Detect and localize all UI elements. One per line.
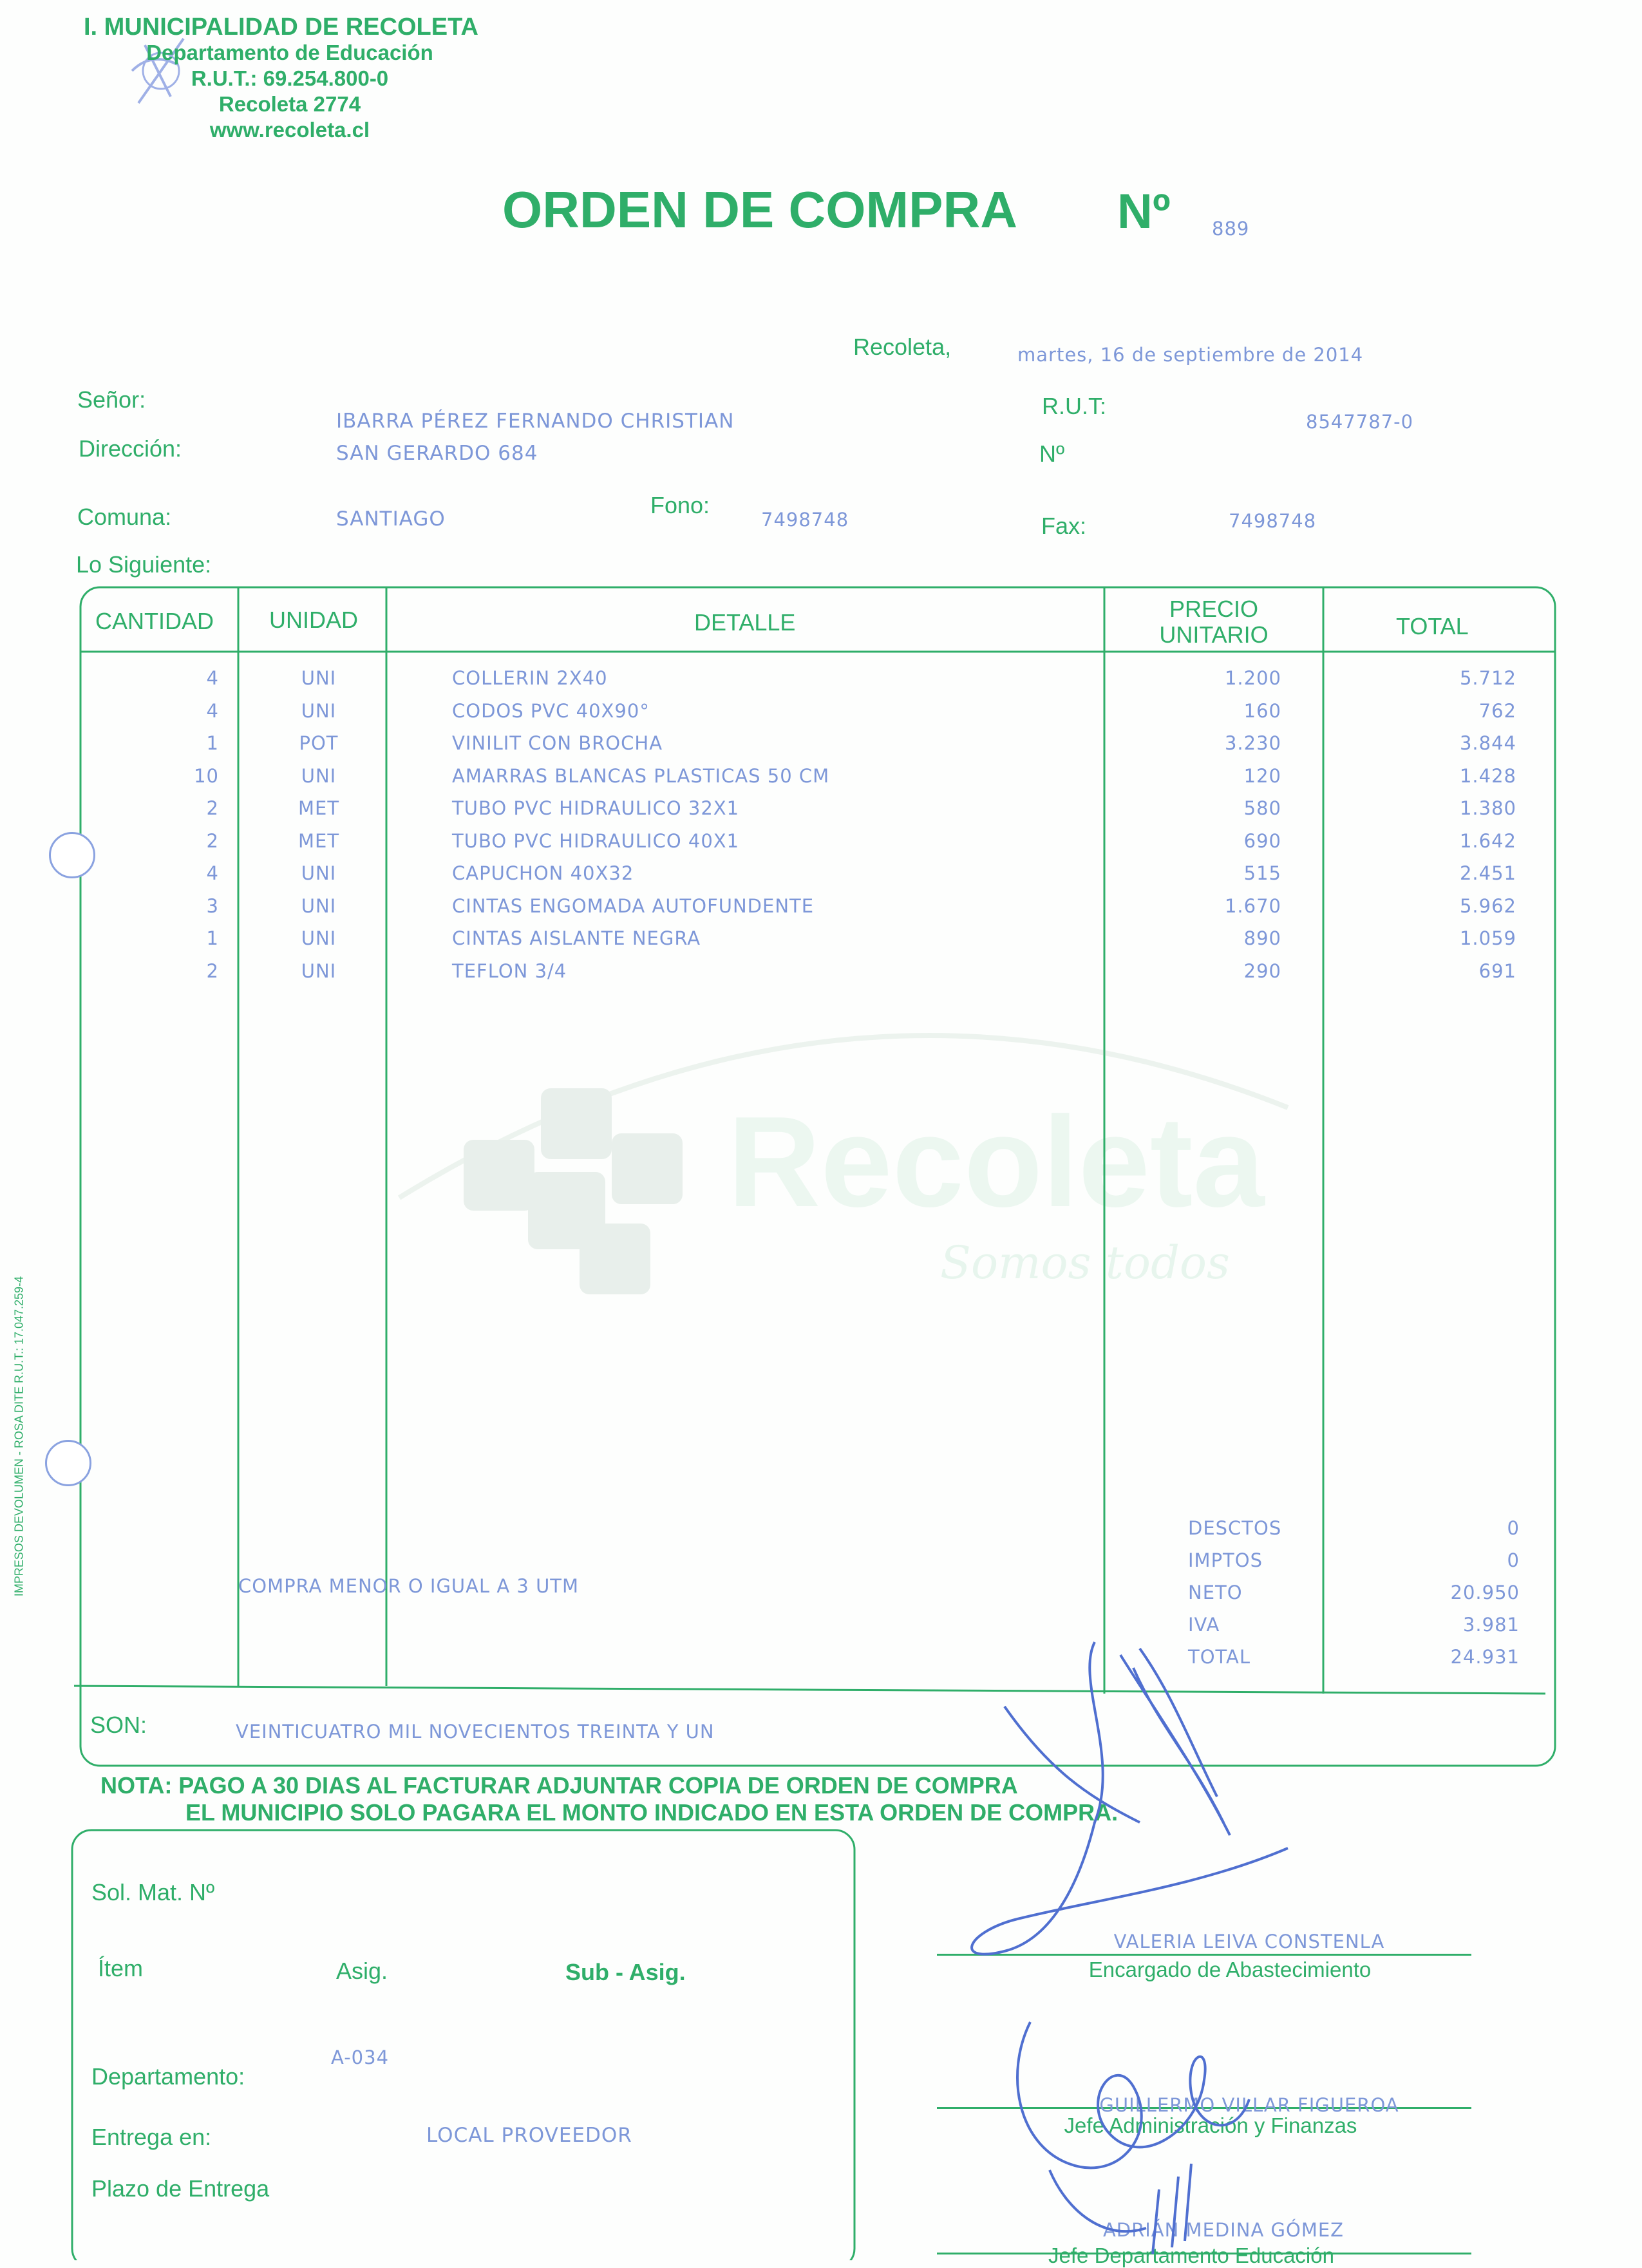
row-total: 1.642 [1459, 829, 1516, 852]
supplier-name: IBARRA PÉREZ FERNANDO CHRISTIAN [336, 410, 735, 433]
payment-note-line1: NOTA: PAGO A 30 DIAS AL FACTURAR ADJUNTAR COPIA DE ORDEN DE COMPRA [100, 1772, 1018, 1799]
row-precio-unitario: 690 [1243, 829, 1281, 852]
summary-value: 0 [1507, 1517, 1520, 1539]
row-detalle: TUBO PVC HIDRAULICO 32X1 [452, 797, 740, 819]
purchase-note: COMPRA MENOR O IGUAL A 3 UTM [238, 1575, 580, 1597]
row-precio-unitario: 580 [1243, 797, 1281, 819]
summary-label: TOTAL [1188, 1646, 1250, 1668]
supplier-rut: 8547787-0 [1306, 411, 1414, 433]
handwritten-signature-1 [927, 1629, 1314, 1990]
summary-label: IVA [1188, 1614, 1220, 1636]
row-total: 691 [1478, 959, 1516, 982]
col-header-unidad: UNIDAD [269, 607, 359, 633]
row-precio-unitario: 3.230 [1224, 732, 1281, 754]
col-header-detalle: DETALLE [694, 609, 796, 636]
row-unidad: UNI [301, 959, 337, 982]
header-rut: R.U.T.: 69.254.800-0 [191, 66, 389, 90]
row-unidad: UNI [301, 667, 337, 689]
row-total: 762 [1478, 699, 1516, 722]
fax-value: 7498748 [1229, 510, 1317, 532]
department-name: Departamento de Educación [146, 41, 433, 64]
punch-hole-top [49, 832, 95, 878]
row-detalle: CODOS PVC 40X90° [452, 699, 650, 722]
supplier-rut-label: R.U.T: [1042, 393, 1107, 419]
punch-hole-bottom [45, 1440, 91, 1486]
entrega-label: Entrega en: [91, 2124, 212, 2150]
commune-value: SANTIAGO [336, 507, 446, 531]
row-total: 5.712 [1459, 667, 1516, 689]
row-cantidad: 4 [206, 862, 219, 884]
header-website: www.recoleta.cl [209, 118, 370, 142]
sol-mat-label: Sol. Mat. Nº [91, 1879, 215, 1905]
row-precio-unitario: 1.670 [1224, 894, 1281, 917]
row-precio-unitario: 290 [1243, 959, 1281, 982]
row-unidad: UNI [301, 894, 337, 917]
row-cantidad: 1 [206, 927, 219, 949]
row-cantidad: 2 [206, 829, 219, 852]
summary-value: 20.950 [1450, 1582, 1520, 1603]
row-precio-unitario: 120 [1243, 764, 1281, 787]
watermark-tagline: Somos todos [940, 1236, 1230, 1289]
order-number-label: Nº [1117, 184, 1171, 239]
row-detalle: TUBO PVC HIDRAULICO 40X1 [452, 829, 740, 852]
row-total: 1.380 [1459, 797, 1516, 819]
row-unidad: UNI [301, 862, 337, 884]
row-cantidad: 2 [206, 959, 219, 982]
row-detalle: VINILIT CON BROCHA [452, 732, 663, 754]
departamento-value: A-034 [331, 2046, 390, 2068]
asig-label: Asig. [336, 1958, 388, 1984]
sub-asig-label: Sub - Asig. [565, 1959, 686, 1985]
entrega-value: LOCAL PROVEEDOR [426, 2124, 632, 2147]
order-number: 889 [1212, 218, 1250, 240]
row-precio-unitario: 515 [1243, 862, 1281, 884]
signature-role-2: Jefe Administración y Finanzas [1064, 2113, 1357, 2137]
row-detalle: AMARRAS BLANCAS PLASTICAS 50 CM [452, 764, 830, 787]
row-detalle: TEFLON 3/4 [452, 959, 567, 982]
signature-role-1: Encargado de Abastecimiento [1088, 1958, 1372, 1981]
order-date: martes, 16 de septiembre de 2014 [1017, 344, 1364, 366]
watermark-text: Recoleta [728, 1090, 1265, 1234]
row-cantidad: 4 [206, 667, 219, 689]
summary-value: 3.981 [1462, 1614, 1520, 1636]
summary-label: IMPTOS [1188, 1549, 1263, 1571]
row-detalle: COLLERIN 2X40 [452, 667, 608, 689]
row-precio-unitario: 1.200 [1224, 667, 1281, 689]
following-label: Lo Siguiente: [76, 551, 212, 578]
summary-value: 24.931 [1450, 1646, 1520, 1668]
phone-label: Fono: [650, 492, 710, 518]
row-total: 3.844 [1459, 732, 1516, 754]
signature-name-2: GUILLERMO VILLAR FIGUEROA [1099, 2094, 1399, 2116]
item-label: Ítem [98, 1955, 144, 1981]
row-precio-unitario: 160 [1243, 699, 1281, 722]
summary-label: DESCTOS [1188, 1517, 1282, 1539]
supplier-address: SAN GERARDO 684 [336, 442, 538, 465]
supplier-address-label: Dirección: [79, 435, 182, 462]
departamento-label: Departamento: [91, 2063, 245, 2090]
document-title: ORDEN DE COMPRA [502, 181, 1018, 238]
summary-label: NETO [1188, 1582, 1243, 1603]
row-cantidad: 2 [206, 797, 219, 819]
row-unidad: UNI [301, 764, 337, 787]
phone-value: 7498748 [761, 509, 849, 531]
row-unidad: MET [297, 797, 340, 819]
handwritten-signature-2 [992, 1983, 1326, 2260]
supplier-number-label: Nº [1039, 440, 1065, 467]
signature-name-3: ADRIÁN MEDINA GÓMEZ [1102, 2219, 1345, 2241]
row-precio-unitario: 890 [1243, 927, 1281, 949]
son-label: SON: [90, 1712, 147, 1738]
row-detalle: CINTAS ENGOMADA AUTOFUNDENTE [452, 894, 815, 917]
printer-side-note: IMPRESOS DEVOLUMEN - ROSA DITE R.U.T.: 17.047.259-4 [12, 1276, 26, 1597]
row-unidad: POT [299, 732, 339, 754]
signature-name-1: VALERIA LEIVA CONSTENLA [1113, 1931, 1385, 1952]
place-label: Recoleta, [853, 334, 952, 360]
row-cantidad: 1 [206, 732, 219, 754]
summary-value: 0 [1507, 1549, 1520, 1571]
row-cantidad: 3 [206, 894, 219, 917]
col-header-precio [1104, 596, 1323, 648]
row-detalle: CINTAS AISLANTE NEGRA [452, 927, 701, 949]
row-total: 2.451 [1459, 862, 1516, 884]
signature-role-3: Jefe Departamento Educación [1048, 2244, 1334, 2267]
plazo-label: Plazo de Entrega [91, 2175, 270, 2202]
header-address: Recoleta 2774 [218, 92, 361, 116]
row-cantidad: 4 [206, 699, 219, 722]
row-cantidad: 10 [194, 764, 219, 787]
row-total: 5.962 [1459, 894, 1516, 917]
row-total: 1.428 [1459, 764, 1516, 787]
col-header-precio-1: PRECIO [1169, 596, 1259, 622]
row-total: 1.059 [1459, 927, 1516, 949]
row-unidad: UNI [301, 927, 337, 949]
municipality-name: I. MUNICIPALIDAD DE RECOLETA [84, 14, 478, 41]
col-header-total: TOTAL [1396, 613, 1469, 639]
son-text: VEINTICUATRO MIL NOVECIENTOS TREINTA Y UN [236, 1721, 715, 1743]
payment-note-line2: EL MUNICIPIO SOLO PAGARA EL MONTO INDICADO EN ESTA ORDEN DE COMPRA. [185, 1799, 1118, 1826]
fax-label: Fax: [1041, 513, 1087, 539]
row-unidad: MET [297, 829, 340, 852]
row-unidad: UNI [301, 699, 337, 722]
row-detalle: CAPUCHON 40X32 [452, 862, 634, 884]
col-header-precio-2: UNITARIO [1159, 621, 1269, 648]
commune-label: Comuna: [77, 504, 172, 530]
col-header-cantidad: CANTIDAD [95, 608, 214, 634]
supplier-name-label: Señor: [77, 386, 146, 413]
